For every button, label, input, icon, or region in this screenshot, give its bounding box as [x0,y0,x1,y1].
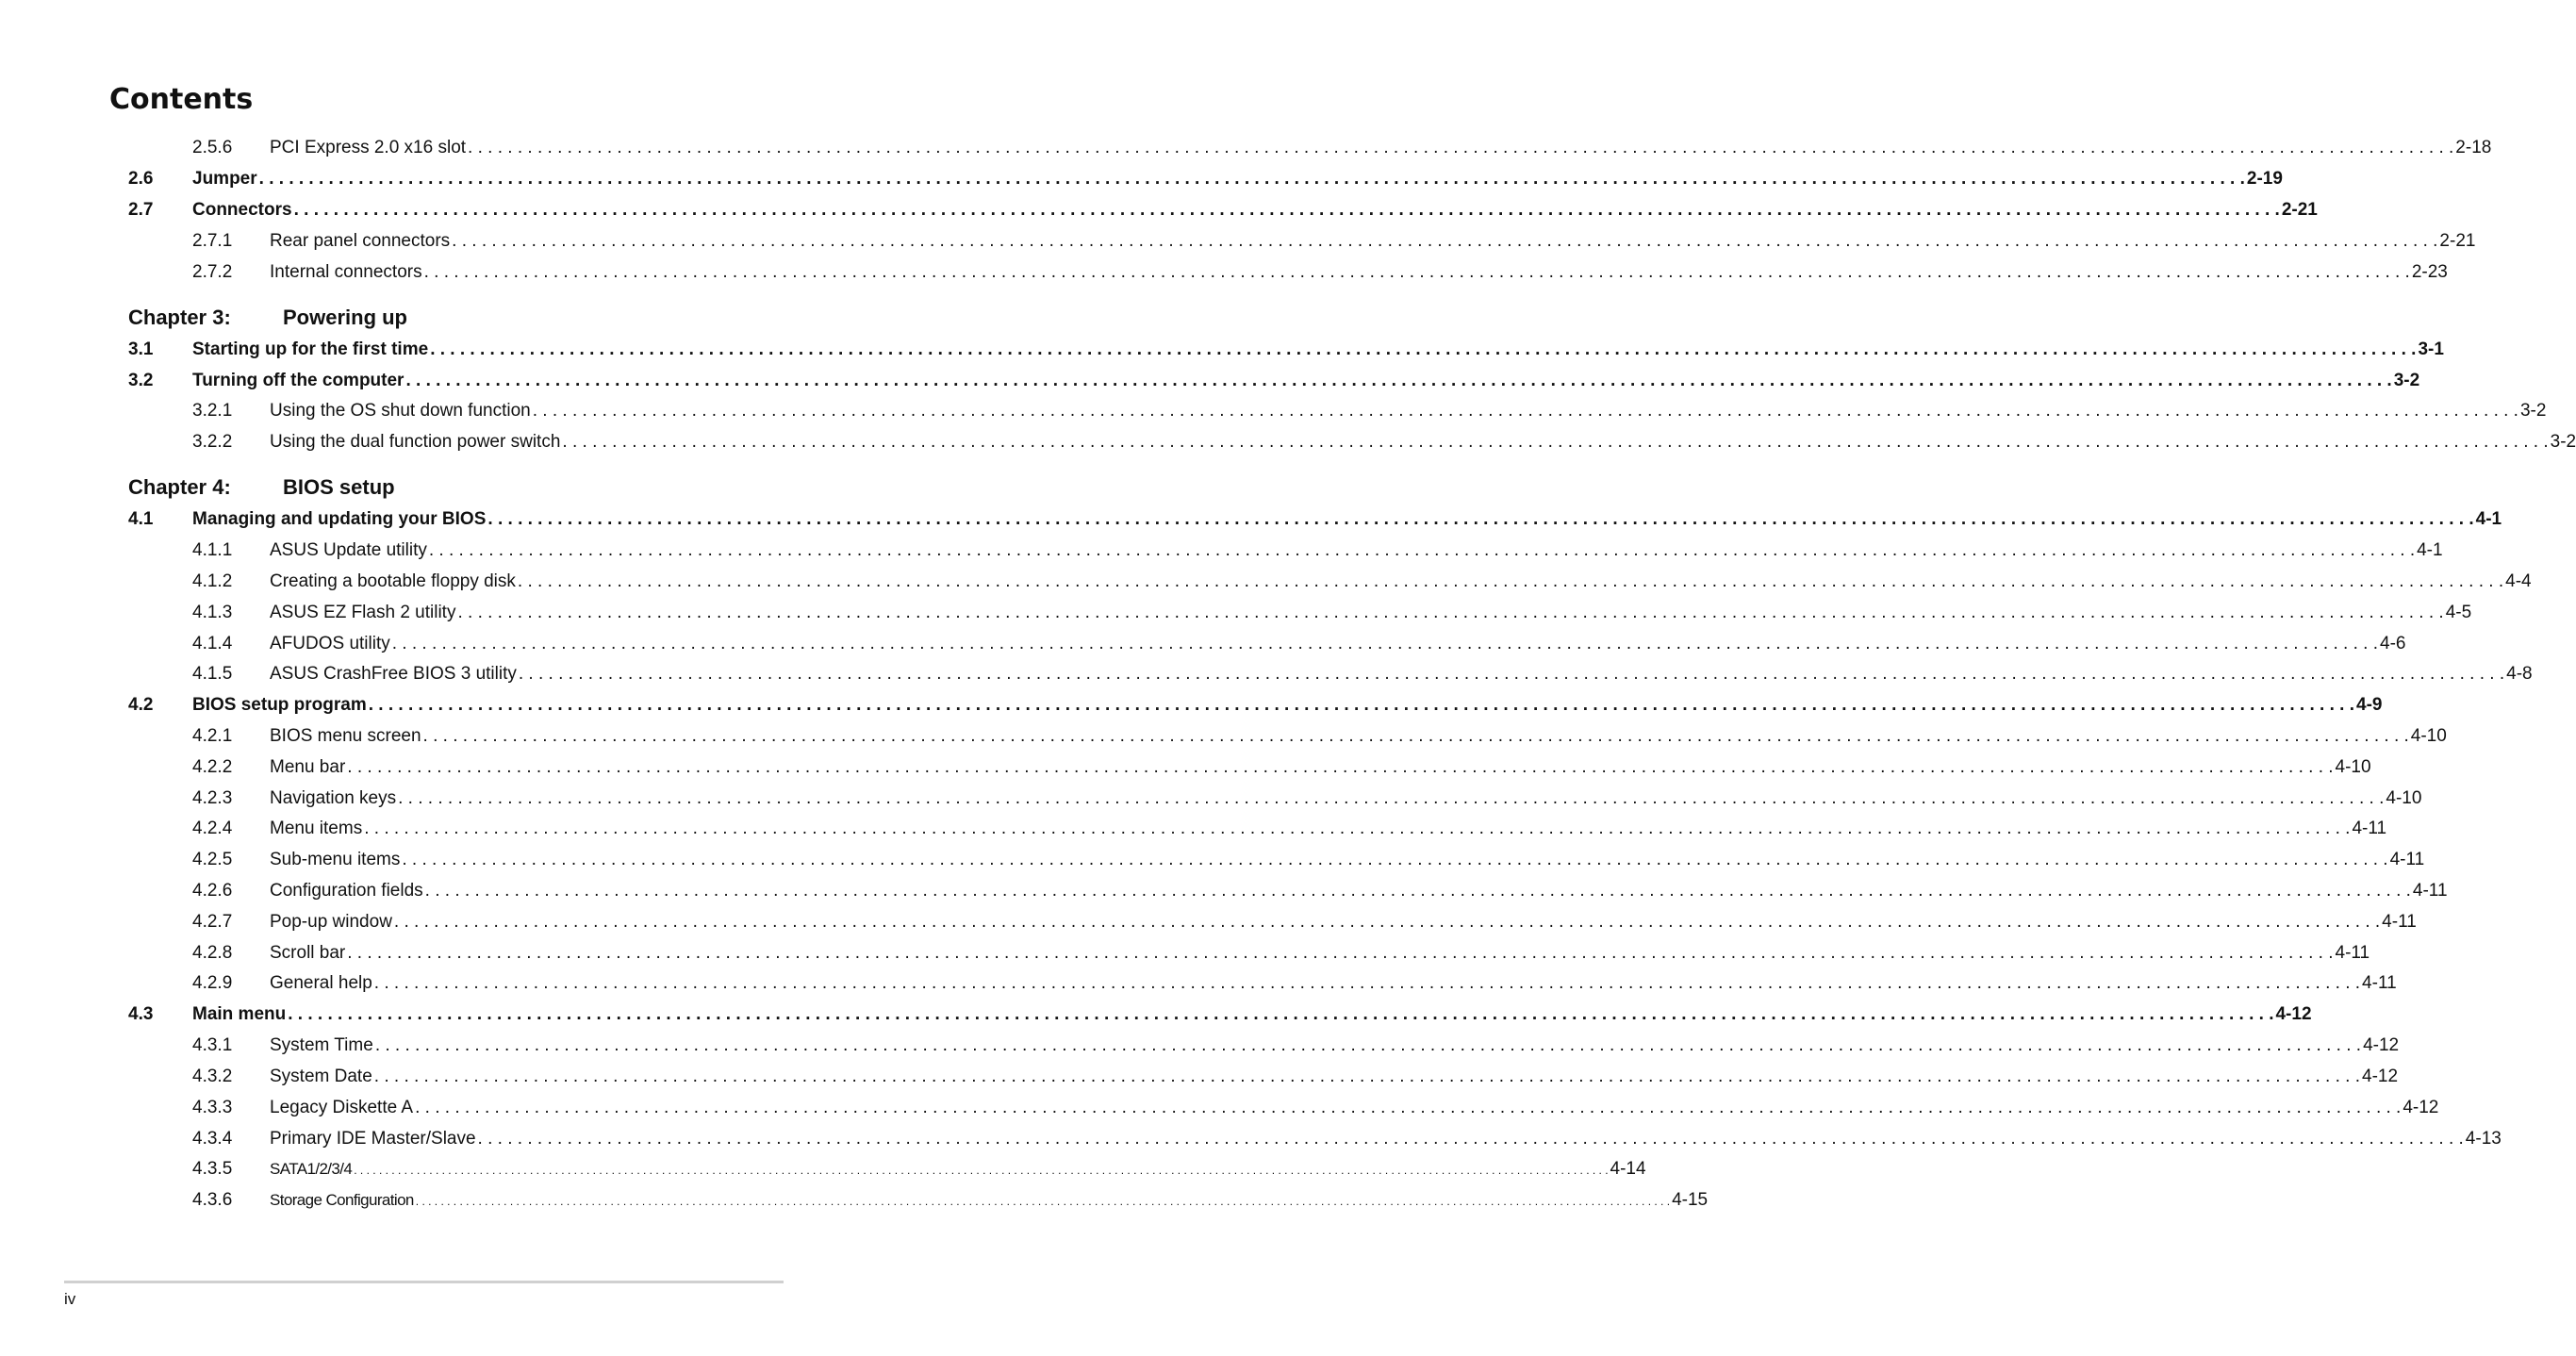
entry-number: 4.1.5 [192,664,233,684]
entry-page-number: 4-11 [2335,943,2370,963]
toc-subsection-entry[interactable] [0,723,2447,750]
entry-page-number: 3-2 [2519,401,2547,421]
entry-leader [270,228,2476,255]
toc-subsection-entry[interactable] [0,1095,2439,1121]
entry-number: 2.7.2 [192,262,233,282]
entry-leader [270,135,2492,161]
entry-page-number: 4-11 [2389,850,2425,869]
entry-leader [270,940,2370,967]
entry-title: ASUS EZ Flash 2 utility [270,603,456,622]
entry-title: Jumper [192,169,257,189]
entry-number: 4.2.7 [192,912,233,932]
entry-leader [192,506,2502,533]
toc-section-entry[interactable] [0,368,2420,394]
dot-leader: . . . . . . . . . . . . . . . . . . . . . . . . . . . . . . . . . . . . . . . . . . . . . . . . . . . . . . . . . . . . . . . . . . . . . . . . . . . . . . . . . . . . . . . . . . . . . . . . . . . . . . . . . . . . . . . . . . . . . . . . . . . . . . . . . . . . . . . . . . . . . . . . . . . . . . . . . . . . . . . . . . . . . . . . . . . . . . . . . . . . . . . . . . . . . . . . . . . . . . . . [405,371,2392,390]
entry-title: Turning off the computer [192,371,405,390]
entry-number: 4.2.9 [192,973,233,993]
toc-section-entry[interactable] [0,1001,2312,1028]
entry-page-number: 3-2 [2393,371,2420,390]
entry-number: 4.2.2 [192,757,233,777]
entry-title: Menu bar [270,757,346,777]
entry-page-number: 2-21 [2281,200,2318,220]
entry-title: General help [270,973,372,993]
entry-number: 4.3.3 [192,1098,233,1117]
dot-leader: . . . . . . . . . . . . . . . . . . . . . . . . . . . . . . . . . . . . . . . . . . . . . . . . . . . . . . . . . . . . . . . . . . . . . . . . . . . . . . . . . . . . . . . . . . . . . . . . . . . . . . . . . . . . . . . . . . . . . . . . . . . . . . . . . . . . . . . . . . . . . . . . . . . . . . . . . . . . . . . . . . . . . . . . . . . . . . . . . . . . . . . . . . . . . . . . . . . . . . . . [373,1067,2361,1086]
dot-leader: . . . . . . . . . . . . . . . . . . . . . . . . . . . . . . . . . . . . . . . . . . . . . . . . . . . . . . . . . . . . . . . . . . . . . . . . . . . . . . . . . . . . . . . . . . . . . . . . . . . . . . . . . . . . . . . . . . . . . . . . . . . . . . . . . . . . . . . . . . . . . . . . . . . . . . . . . . . . . . . . . . . . . . . . . . . . . . . . . . . . . . . . . . . . . . . . . . . . . . . . [374,1035,2362,1055]
toc-subsection-entry[interactable] [0,816,2387,842]
page-title: Contents [109,83,254,116]
entry-number: 4.2.6 [192,881,233,901]
dot-leader: . . . . . . . . . . . . . . . . . . . . . . . . . . . . . . . . . . . . . . . . . . . . . . . . . . . . . . . . . . . . . . . . . . . . . . . . . . . . . . . . . . . . . . . . . . . . . . . . . . . . . . . . . . . . . . . . . . . . . . . . . . . . . . . . . . . . . . . . . . . . . . . . . . . . . . . . . . . . . . . . . . . . . . . . . . . . . . . . . . . . . . . . . . . . . . . . . . . . . . . . [368,695,2354,715]
toc-subsection-entry[interactable] [0,631,2406,657]
chapter-title: Powering up [283,306,407,329]
entry-number: 4.1.4 [192,634,233,653]
entry-page-number: 4-11 [2412,881,2448,901]
dot-leader: . . . . . . . . . . . . . . . . . . . . . . . . . . . . . . . . . . . . . . . . . . . . . . . . . . . . . . . . . . . . . . . . . . . . . . . . . . . . . . . . . . . . . . . . . . . . . . . . . . . . . . . . . . . . . . . . . . . . . . . . . . . . . . . . . . . . . . . . . . . . . . . . . . . . . . . . . . . . . . . . . . . . . . . . . . . . . . . . . . . . . . . . . . . . . . . . . . . . . . . . [364,819,2351,838]
entry-leader [270,600,2472,626]
dot-leader: . . . . . . . . . . . . . . . . . . . . . . . . . . . . . . . . . . . . . . . . . . . . . . . . . . . . . . . . . . . . . . . . . . . . . . . . . . . . . . . . . . . . . . . . . . . . . . . . . . . . . . . . . . . . . . . . . . . . . . . . . . . . . . . . . . . . . . . . . . . . . . . . . . . . . . . . . . . . . . . . . . . . . . . . . . . . . . . . . . . . . . . . . . . . . . . . . . . . . . . . [354,1164,1609,1177]
toc-subsection-entry[interactable] [0,785,2422,812]
entry-title: BIOS menu screen [270,726,421,746]
entry-number: 4.2.5 [192,850,233,869]
entry-page-number: 4-10 [2335,757,2371,777]
toc-subsection-entry[interactable] [0,754,2371,781]
entry-title: Configuration fields [270,881,423,901]
entry-leader [270,631,2406,657]
entry-number: 4.2.4 [192,819,233,838]
entry-title: BIOS setup program [192,695,367,715]
entry-title: Menu items [270,819,363,838]
entry-number: 2.7 [128,200,154,220]
entry-page-number: 4-9 [2356,695,2383,715]
toc-subsection-entry[interactable] [0,940,2370,967]
chapter-title: BIOS setup [283,475,395,499]
dot-leader: . . . . . . . . . . . . . . . . . . . . . . . . . . . . . . . . . . . . . . . . . . . . . . . . . . . . . . . . . . . . . . . . . . . . . . . . . . . . . . . . . . . . . . . . . . . . . . . . . . . . . . . . . . . . . . . . . . . . . . . . . . . . . . . . . . . . . . . . . . . . . . . . . . . . . . . . . . . . . . . . . . . . . . . . . . . . . . . . . . . . . . . . . . . . . . . . . . . . . . . . [347,943,2334,963]
toc-subsection-entry[interactable] [0,970,2397,997]
toc-subsection-entry[interactable] [0,661,2533,687]
dot-leader: . . . . . . . . . . . . . . . . . . . . . . . . . . . . . . . . . . . . . . . . . . . . . . . . . . . . . . . . . . . . . . . . . . . . . . . . . . . . . . . . . . . . . . . . . . . . . . . . . . . . . . . . . . . . . . . . . . . . . . . . . . . . . . . . . . . . . . . . . . . . . . . . . . . . . . . . . . . . . . . . . . . . . . . . . . . . . . . . . . . . . . . . . . . . . . . . . . . . . . . . [391,634,2378,653]
toc-subsection-entry[interactable] [0,228,2476,255]
entry-title: AFUDOS utility [270,634,390,653]
dot-leader: . . . . . . . . . . . . . . . . . . . . . . . . . . . . . . . . . . . . . . . . . . . . . . . . . . . . . . . . . . . . . . . . . . . . . . . . . . . . . . . . . . . . . . . . . . . . . . . . . . . . . . . . . . . . . . . . . . . . . . . . . . . . . . . . . . . . . . . . . . . . . . . . . . . . . . . . . . . . . . . . . . . . . . . . . . . . . . . . . . . . . . . . . . . . . . . . . . . . . . . . [518,664,2505,684]
toc-subsection-entry[interactable] [0,259,2448,286]
entry-leader [270,569,2532,595]
chapter-label: Chapter 4: [128,475,231,499]
dot-leader: . . . . . . . . . . . . . . . . . . . . . . . . . . . . . . . . . . . . . . . . . . . . . . . . . . . . . . . . . . . . . . . . . . . . . . . . . . . . . . . . . . . . . . . . . . . . . . . . . . . . . . . . . . . . . . . . . . . . . . . . . . . . . . . . . . . . . . . . . . . . . . . . . . . . . . . . . . . . . . . . . . . . . . . . . . . . . . . . . . . . . . . . . . . . . . . . . . . . . . . . [347,757,2334,777]
entry-title: Creating a bootable floppy disk [270,571,516,591]
entry-page-number: 2-21 [2439,231,2476,251]
entry-number: 4.3.1 [192,1035,233,1055]
dot-leader: . . . . . . . . . . . . . . . . . . . . . . . . . . . . . . . . . . . . . . . . . . . . . . . . . . . . . . . . . . . . . . . . . . . . . . . . . . . . . . . . . . . . . . . . . . . . . . . . . . . . . . . . . . . . . . . . . . . . . . . . . . . . . . . . . . . . . . . . . . . . . . . . . . . . . . . . . . . . . . . . . . . . . . . . . . . . . . . . . . . . . . . . . . . . . . . . . . . . . . . . [517,571,2504,591]
toc-subsection-entry[interactable] [0,429,2576,455]
entry-title: Primary IDE Master/Slave [270,1129,476,1149]
entry-number: 4.3.4 [192,1129,233,1149]
entry-page-number: 4-1 [2475,509,2502,529]
entry-title: Using the dual function power switch [270,432,561,452]
entry-title: Navigation keys [270,788,397,808]
toc-subsection-entry[interactable] [0,909,2417,935]
dot-leader: . . . . . . . . . . . . . . . . . . . . . . . . . . . . . . . . . . . . . . . . . . . . . . . . . . . . . . . . . . . . . . . . . . . . . . . . . . . . . . . . . . . . . . . . . . . . . . . . . . . . . . . . . . . . . . . . . . . . . . . . . . . . . . . . . . . . . . . . . . . . . . . . . . . . . . . . . . . . . . . . . . . . . . . . . . . . . . . . . . . . . . . . . . . . . . . . . . . . . . . . [423,262,2410,282]
entry-title: PCI Express 2.0 x16 slot [270,138,467,157]
toc-section-entry[interactable] [0,337,2444,363]
toc-subsection-entry[interactable] [0,1156,1646,1182]
entry-title: Legacy Diskette A [270,1098,414,1117]
entry-title: Main menu [192,1004,287,1024]
entry-leader [270,398,2547,424]
dot-leader: . . . . . . . . . . . . . . . . . . . . . . . . . . . . . . . . . . . . . . . . . . . . . . . . . . . . . . . . . . . . . . . . . . . . . . . . . . . . . . . . . . . . . . . . . . . . . . . . . . . . . . . . . . . . . . . . . . . . . . . . . . . . . . . . . . . . . . . . . . . . . . . . . . . . . . . . . . . . . . . . . . . . . . . . . . . . . . . . . . . . . . . . . . . . . . . . . . . . . . . . [452,231,2438,251]
toc-subsection-entry[interactable] [0,1064,2399,1090]
entry-leader [270,847,2425,873]
entry-number: 3.2 [128,371,154,390]
entry-page-number: 4-12 [2275,1004,2312,1024]
entry-leader [270,661,2533,687]
entry-leader [192,197,2318,223]
entry-page-number: 4-10 [2410,726,2447,746]
entry-page-number: 4-10 [2386,788,2422,808]
toc-subsection-entry[interactable] [0,1126,2502,1152]
entry-title: Using the OS shut down function [270,401,531,421]
entry-title: Storage Configuration [270,1191,414,1209]
footer-divider [64,1281,784,1283]
dot-leader: . . . . . . . . . . . . . . . . . . . . . . . . . . . . . . . . . . . . . . . . . . . . . . . . . . . . . . . . . . . . . . . . . . . . . . . . . . . . . . . . . . . . . . . . . . . . . . . . . . . . . . . . . . . . . . . . . . . . . . . . . . . . . . . . . . . . . . . . . . . . . . . . . . . . . . . . . . . . . . . . . . . . . . . . . . . . . . . . . . . . . . . . . . . . . . . . . . . . . . . . [428,540,2416,560]
toc-subsection-entry[interactable] [0,398,2547,424]
entry-number: 2.7.1 [192,231,233,251]
entry-page-number: 4-15 [1672,1190,1709,1210]
entry-page-number: 4-14 [1610,1159,1646,1179]
dot-leader: . . . . . . . . . . . . . . . . . . . . . . . . . . . . . . . . . . . . . . . . . . . . . . . . . . . . . . . . . . . . . . . . . . . . . . . . . . . . . . . . . . . . . . . . . . . . . . . . . . . . . . . . . . . . . . . . . . . . . . . . . . . . . . . . . . . . . . . . . . . . . . . . . . . . . . . . . . . . . . . . . . . . . . . . . . . . . . . . . . . . . . . . . . . . . . . . . . . . . . . . [532,401,2518,421]
dot-leader: . . . . . . . . . . . . . . . . . . . . . . . . . . . . . . . . . . . . . . . . . . . . . . . . . . . . . . . . . . . . . . . . . . . . . . . . . . . . . . . . . . . . . . . . . . . . . . . . . . . . . . . . . . . . . . . . . . . . . . . . . . . . . . . . . . . . . . . . . . . . . . . . . . . . . . . . . . . . . . . . . . . . . . . . . . . . . . . . . . . . . . . . . . . . . . . . . . . . . . . . [424,881,2411,901]
entry-leader [270,1187,1709,1215]
entry-leader [270,1095,2439,1121]
entry-number: 4.1.1 [192,540,233,560]
dot-leader: . . . . . . . . . . . . . . . . . . . . . . . . . . . . . . . . . . . . . . . . . . . . . . . . . . . . . . . . . . . . . . . . . . . . . . . . . . . . . . . . . . . . . . . . . . . . . . . . . . . . . . . . . . . . . . . . . . . . . . . . . . . . . . . . . . . . . . . . . . . . . . . . . . . . . . . . . . . . . . . . . . . . . . . . . . . . . . . . . . . . . . . . . . . . . . . . . . . . . . . . [422,726,2409,746]
entry-page-number: 4-12 [2363,1035,2400,1055]
dot-leader: . . . . . . . . . . . . . . . . . . . . . . . . . . . . . . . . . . . . . . . . . . . . . . . . . . . . . . . . . . . . . . . . . . . . . . . . . . . . . . . . . . . . . . . . . . . . . . . . . . . . . . . . . . . . . . . . . . . . . . . . . . . . . . . . . . . . . . . . . . . . . . . . . . . . . . . . . . . . . . . . . . . . . . . . . . . . . . . . . . . . . . . . . . . . . . . . . . . . . . . . [373,973,2361,993]
entry-page-number: 2-18 [2455,138,2492,157]
entry-title: ASUS CrashFree BIOS 3 utility [270,664,517,684]
dot-leader: . . . . . . . . . . . . . . . . . . . . . . . . . . . . . . . . . . . . . . . . . . . . . . . . . . . . . . . . . . . . . . . . . . . . . . . . . . . . . . . . . . . . . . . . . . . . . . . . . . . . . . . . . . . . . . . . . . . . . . . . . . . . . . . . . . . . . . . . . . . . . . . . . . . . . . . . . . . . . . . . . . . . . . . . . . . . . . . . . . . . . . . . . . . . . . . . . . . . . . . . [402,850,2388,869]
entry-number: 4.3.6 [192,1190,233,1210]
dot-leader: . . . . . . . . . . . . . . . . . . . . . . . . . . . . . . . . . . . . . . . . . . . . . . . . . . . . . . . . . . . . . . . . . . . . . . . . . . . . . . . . . . . . . . . . . . . . . . . . . . . . . . . . . . . . . . . . . . . . . . . . . . . . . . . . . . . . . . . . . . . . . . . . . . . . . . . . . . . . . . . . . . . . . . . . . . . . . . . . . . . . . . . . . . . . . . . . . . . . . . . . [562,432,2549,452]
toc-subsection-entry[interactable] [0,135,2492,161]
entry-leader [192,692,2383,719]
entry-page-number: 2-23 [2411,262,2448,282]
entry-page-number: 4-6 [2380,634,2406,653]
entry-leader [270,1064,2399,1090]
entry-leader [270,429,2576,455]
toc-section-entry[interactable] [0,197,2318,223]
entry-title: Scroll bar [270,943,346,963]
entry-leader [270,537,2443,564]
entry-title: Pop-up window [270,912,392,932]
entry-title: System Time [270,1035,373,1055]
entry-page-number: 4-11 [2352,819,2387,838]
toc-section-entry[interactable] [0,506,2502,533]
entry-page-number: 4-1 [2417,540,2443,560]
toc-subsection-entry[interactable] [0,537,2443,564]
entry-leader [270,1156,1646,1183]
entry-number: 4.3.2 [192,1067,233,1086]
entry-number: 2.6 [128,169,154,189]
dot-leader: . . . . . . . . . . . . . . . . . . . . . . . . . . . . . . . . . . . . . . . . . . . . . . . . . . . . . . . . . . . . . . . . . . . . . . . . . . . . . . . . . . . . . . . . . . . . . . . . . . . . . . . . . . . . . . . . . . . . . . . . . . . . . . . . . . . . . . . . . . . . . . . . . . . . . . . . . . . . . . . . . . . . . . . . . . . . . . . . . . . . . . . . . . . . . . . . . . . . . . . . [468,138,2454,157]
chapter-label: Chapter 3: [128,306,231,329]
entry-title: Managing and updating your BIOS [192,509,487,529]
entry-number: 4.1.2 [192,571,233,591]
entry-page-number: 4-12 [2362,1067,2399,1086]
toc-subsection-entry[interactable] [0,569,2532,595]
entry-page-number: 4-12 [2403,1098,2439,1117]
entry-title: Connectors [192,200,292,220]
entry-leader [192,368,2420,394]
entry-title: ASUS Update utility [270,540,427,560]
entry-leader [192,1001,2312,1028]
entry-page-number: 4-11 [2382,912,2417,932]
dot-leader: . . . . . . . . . . . . . . . . . . . . . . . . . . . . . . . . . . . . . . . . . . . . . . . . . . . . . . . . . . . . . . . . . . . . . . . . . . . . . . . . . . . . . . . . . . . . . . . . . . . . . . . . . . . . . . . . . . . . . . . . . . . . . . . . . . . . . . . . . . . . . . . . . . . . . . . . . . . . . . . . . . . . . . . . . . . . . . . . . . . . . . . . . . . . . . . . . . . . . . . . [457,603,2444,622]
entry-number: 4.2.3 [192,788,233,808]
entry-leader [270,259,2448,286]
entry-leader [192,166,2283,192]
entry-number: 4.3 [128,1004,154,1024]
entry-leader [270,785,2422,812]
entry-title: Internal connectors [270,262,422,282]
dot-leader: . . . . . . . . . . . . . . . . . . . . . . . . . . . . . . . . . . . . . . . . . . . . . . . . . . . . . . . . . . . . . . . . . . . . . . . . . . . . . . . . . . . . . . . . . . . . . . . . . . . . . . . . . . . . . . . . . . . . . . . . . . . . . . . . . . . . . . . . . . . . . . . . . . . . . . . . . . . . . . . . . . . . . . . . . . . . . . . . . . . . . . . . . . . . . . . . . . . . . . . . [415,1098,2402,1117]
dot-leader: . . . . . . . . . . . . . . . . . . . . . . . . . . . . . . . . . . . . . . . . . . . . . . . . . . . . . . . . . . . . . . . . . . . . . . . . . . . . . . . . . . . . . . . . . . . . . . . . . . . . . . . . . . . . . . . . . . . . . . . . . . . . . . . . . . . . . . . . . . . . . . . . . . . . . . . . . . . . . . . . . . . . . . . . . . . . . . . . . . . . . . . . . . . . . . . . . . . . . . . . [398,788,2385,808]
dot-leader: . . . . . . . . . . . . . . . . . . . . . . . . . . . . . . . . . . . . . . . . . . . . . . . . . . . . . . . . . . . . . . . . . . . . . . . . . . . . . . . . . . . . . . . . . . . . . . . . . . . . . . . . . . . . . . . . . . . . . . . . . . . . . . . . . . . . . . . . . . . . . . . . . . . . . . . . . . . . . . . . . . . . . . . . . . . . . . . . . . . . . . . . . . . . . . . . . . . . . . . . [487,509,2474,529]
entry-number: 3.2.1 [192,401,233,421]
dot-leader: . . . . . . . . . . . . . . . . . . . . . . . . . . . . . . . . . . . . . . . . . . . . . . . . . . . . . . . . . . . . . . . . . . . . . . . . . . . . . . . . . . . . . . . . . . . . . . . . . . . . . . . . . . . . . . . . . . . . . . . . . . . . . . . . . . . . . . . . . . . . . . . . . . . . . . . . . . . . . . . . . . . . . . . . . . . . . . . . . . . . . . . . . . . . . . . . . . . . . . . . [430,339,2417,359]
dot-leader: . . . . . . . . . . . . . . . . . . . . . . . . . . . . . . . . . . . . . . . . . . . . . . . . . . . . . . . . . . . . . . . . . . . . . . . . . . . . . . . . . . . . . . . . . . . . . . . . . . . . . . . . . . . . . . . . . . . . . . . . . . . . . . . . . . . . . . . . . . . . . . . . . . . . . . . . . . . . . . . . . . . . . . . . . . . . . . . . . . . . . . . . . . . . . . . . . . . . . . . . [258,169,2245,189]
entry-leader [192,337,2444,363]
toc-section-entry[interactable] [0,692,2383,719]
entry-leader [270,754,2371,781]
toc-subsection-entry[interactable] [0,1033,2400,1059]
dot-leader: . . . . . . . . . . . . . . . . . . . . . . . . . . . . . . . . . . . . . . . . . . . . . . . . . . . . . . . . . . . . . . . . . . . . . . . . . . . . . . . . . . . . . . . . . . . . . . . . . . . . . . . . . . . . . . . . . . . . . . . . . . . . . . . . . . . . . . . . . . . . . . . . . . . . . . . . . . . . . . . . . . . . . . . . . . . . . . . . . . . . . . . . . . . . . . . . . . . . . . . . [393,912,2381,932]
entry-page-number: 4-8 [2506,664,2533,684]
entry-leader [270,1033,2400,1059]
entry-page-number: 4-5 [2445,603,2472,622]
entry-number: 4.2.1 [192,726,233,746]
entry-leader [270,878,2448,904]
entry-leader [270,816,2387,842]
entry-number: 4.2.8 [192,943,233,963]
entry-number: 3.2.2 [192,432,233,452]
toc-subsection-entry[interactable] [0,847,2425,873]
entry-title: Rear panel connectors [270,231,451,251]
entry-page-number: 4-13 [2465,1129,2502,1149]
entry-leader [270,1126,2502,1152]
toc-subsection-entry[interactable] [0,878,2448,904]
dot-leader: . . . . . . . . . . . . . . . . . . . . . . . . . . . . . . . . . . . . . . . . . . . . . . . . . . . . . . . . . . . . . . . . . . . . . . . . . . . . . . . . . . . . . . . . . . . . . . . . . . . . . . . . . . . . . . . . . . . . . . . . . . . . . . . . . . . . . . . . . . . . . . . . . . . . . . . . . . . . . . . . . . . . . . . . . . . . . . . . . . . . . . . . . . . . . . . . . . . . . . . . [288,1004,2274,1024]
entry-number: 4.1.3 [192,603,233,622]
entry-number: 3.1 [128,339,154,359]
chapter-heading [128,473,600,502]
entry-page-number: 4-4 [2505,571,2532,591]
entry-leader [270,723,2447,750]
entry-page-number: 3-2 [2550,432,2576,452]
entry-page-number: 4-11 [2362,973,2397,993]
dot-leader: . . . . . . . . . . . . . . . . . . . . . . . . . . . . . . . . . . . . . . . . . . . . . . . . . . . . . . . . . . . . . . . . . . . . . . . . . . . . . . . . . . . . . . . . . . . . . . . . . . . . . . . . . . . . . . . . . . . . . . . . . . . . . . . . . . . . . . . . . . . . . . . . . . . . . . . . . . . . . . . . . . . . . . . . . . . . . . . . . . . . . . . . . . . . . . . . . . . . . . . . [293,200,2280,220]
entry-leader [270,970,2397,997]
entry-title: System Date [270,1067,372,1086]
entry-page-number: 3-1 [2418,339,2444,359]
entry-title: Starting up for the first time [192,339,429,359]
entry-number: 4.2 [128,695,154,715]
dot-leader: . . . . . . . . . . . . . . . . . . . . . . . . . . . . . . . . . . . . . . . . . . . . . . . . . . . . . . . . . . . . . . . . . . . . . . . . . . . . . . . . . . . . . . . . . . . . . . . . . . . . . . . . . . . . . . . . . . . . . . . . . . . . . . . . . . . . . . . . . . . . . . . . . . . . . . . . . . . . . . . . . . . . . . . . . . . . . . . . . . . . . . . . . . . . . . . . . . . . . . . . [415,1195,1671,1208]
entry-number: 4.1 [128,509,154,529]
entry-number: 4.3.5 [192,1159,233,1179]
toc-subsection-entry[interactable] [0,1187,1709,1214]
entry-title: SATA1/2/3/4 [270,1160,353,1178]
toc-subsection-entry[interactable] [0,600,2472,626]
entry-leader [270,909,2417,935]
entry-title: Sub-menu items [270,850,401,869]
toc-section-entry[interactable] [0,166,2283,192]
page-number: iv [64,1290,76,1308]
chapter-heading [128,304,600,332]
entry-number: 2.5.6 [192,138,233,157]
dot-leader: . . . . . . . . . . . . . . . . . . . . . . . . . . . . . . . . . . . . . . . . . . . . . . . . . . . . . . . . . . . . . . . . . . . . . . . . . . . . . . . . . . . . . . . . . . . . . . . . . . . . . . . . . . . . . . . . . . . . . . . . . . . . . . . . . . . . . . . . . . . . . . . . . . . . . . . . . . . . . . . . . . . . . . . . . . . . . . . . . . . . . . . . . . . . . . . . . . . . . . . . [477,1129,2464,1149]
entry-page-number: 2-19 [2246,169,2283,189]
